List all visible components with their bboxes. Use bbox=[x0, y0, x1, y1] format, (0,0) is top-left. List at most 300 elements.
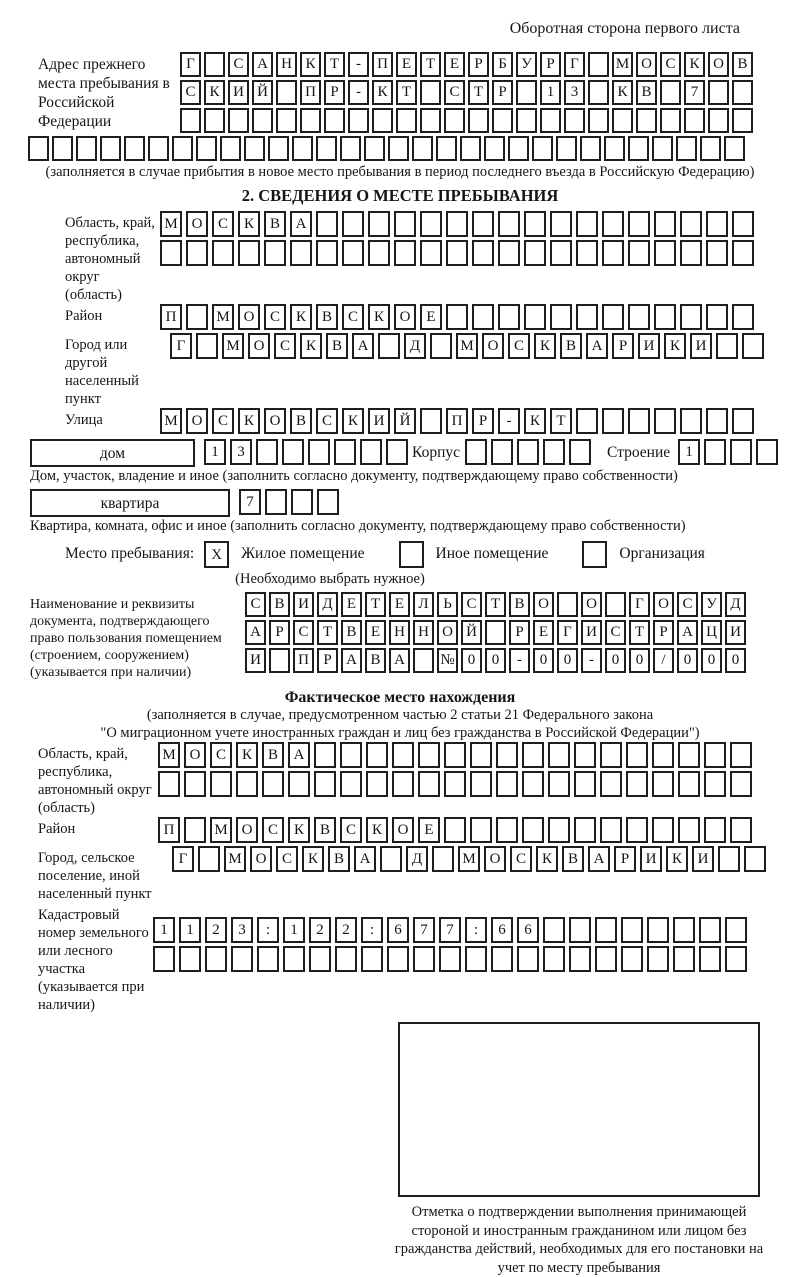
char-cell[interactable] bbox=[496, 817, 518, 843]
char-cell[interactable] bbox=[517, 439, 539, 465]
char-cell[interactable] bbox=[418, 771, 440, 797]
char-cell[interactable] bbox=[252, 108, 273, 133]
char-cell[interactable]: К bbox=[534, 333, 556, 359]
char-cell[interactable] bbox=[291, 489, 313, 515]
char-cell[interactable] bbox=[676, 136, 697, 161]
char-cell[interactable]: М bbox=[222, 333, 244, 359]
char-cell[interactable] bbox=[460, 136, 481, 161]
char-cell[interactable]: Р bbox=[269, 620, 290, 645]
char-cell[interactable] bbox=[314, 771, 336, 797]
char-cell[interactable]: С bbox=[293, 620, 314, 645]
stay-type-checkbox-organization[interactable] bbox=[582, 541, 607, 568]
char-cell[interactable]: Ь bbox=[437, 592, 458, 617]
char-cell[interactable]: А bbox=[354, 846, 376, 872]
char-cell[interactable] bbox=[524, 304, 546, 330]
char-cell[interactable]: К bbox=[366, 817, 388, 843]
char-cell[interactable]: Е bbox=[341, 592, 362, 617]
char-cell[interactable]: В bbox=[316, 304, 338, 330]
char-cell[interactable] bbox=[172, 136, 193, 161]
char-cell[interactable] bbox=[484, 136, 505, 161]
char-cell[interactable] bbox=[557, 592, 578, 617]
char-cell[interactable] bbox=[124, 136, 145, 161]
char-cell[interactable]: О bbox=[184, 742, 206, 768]
char-cell[interactable]: Т bbox=[420, 52, 441, 77]
char-cell[interactable]: Р bbox=[653, 620, 674, 645]
char-cell[interactable]: - bbox=[509, 648, 530, 673]
char-cell[interactable]: О bbox=[236, 817, 258, 843]
char-cell[interactable] bbox=[628, 136, 649, 161]
char-cell[interactable] bbox=[100, 136, 121, 161]
char-cell[interactable]: И bbox=[725, 620, 746, 645]
char-cell[interactable] bbox=[647, 946, 669, 972]
char-cell[interactable] bbox=[412, 136, 433, 161]
char-cell[interactable] bbox=[220, 136, 241, 161]
char-cell[interactable]: Т bbox=[396, 80, 417, 105]
char-cell[interactable] bbox=[317, 489, 339, 515]
char-cell[interactable] bbox=[468, 108, 489, 133]
char-cell[interactable] bbox=[366, 771, 388, 797]
char-cell[interactable] bbox=[283, 946, 305, 972]
char-cell[interactable] bbox=[574, 771, 596, 797]
char-cell[interactable]: 0 bbox=[557, 648, 578, 673]
char-cell[interactable]: С bbox=[605, 620, 626, 645]
char-cell[interactable] bbox=[718, 846, 740, 872]
char-cell[interactable] bbox=[392, 771, 414, 797]
char-cell[interactable] bbox=[394, 211, 416, 237]
char-cell[interactable]: Г bbox=[180, 52, 201, 77]
char-cell[interactable]: П bbox=[446, 408, 468, 434]
char-cell[interactable]: К bbox=[684, 52, 705, 77]
char-cell[interactable] bbox=[212, 240, 234, 266]
char-cell[interactable] bbox=[652, 817, 674, 843]
char-cell[interactable]: : bbox=[257, 917, 279, 943]
char-cell[interactable] bbox=[684, 108, 705, 133]
char-cell[interactable]: О bbox=[264, 408, 286, 434]
char-cell[interactable] bbox=[290, 240, 312, 266]
char-cell[interactable] bbox=[580, 136, 601, 161]
char-cell[interactable]: 6 bbox=[491, 917, 513, 943]
char-cell[interactable] bbox=[465, 946, 487, 972]
char-cell[interactable]: О bbox=[653, 592, 674, 617]
char-cell[interactable]: С bbox=[461, 592, 482, 617]
char-cell[interactable] bbox=[588, 52, 609, 77]
char-cell[interactable] bbox=[654, 304, 676, 330]
char-cell[interactable] bbox=[465, 439, 487, 465]
char-cell[interactable] bbox=[595, 917, 617, 943]
char-cell[interactable] bbox=[342, 240, 364, 266]
char-cell[interactable] bbox=[420, 240, 442, 266]
char-cell[interactable] bbox=[708, 80, 729, 105]
char-cell[interactable] bbox=[600, 771, 622, 797]
char-cell[interactable] bbox=[210, 771, 232, 797]
char-cell[interactable]: Р bbox=[614, 846, 636, 872]
char-cell[interactable] bbox=[308, 439, 330, 465]
char-cell[interactable]: Г bbox=[170, 333, 192, 359]
char-cell[interactable] bbox=[276, 108, 297, 133]
char-cell[interactable]: Г bbox=[172, 846, 194, 872]
char-cell[interactable]: Р bbox=[472, 408, 494, 434]
char-cell[interactable]: П bbox=[293, 648, 314, 673]
char-cell[interactable]: А bbox=[288, 742, 310, 768]
char-cell[interactable] bbox=[179, 946, 201, 972]
char-cell[interactable] bbox=[256, 439, 278, 465]
char-cell[interactable]: К bbox=[288, 817, 310, 843]
char-cell[interactable] bbox=[564, 108, 585, 133]
char-cell[interactable]: 1 bbox=[678, 439, 700, 465]
char-cell[interactable] bbox=[432, 846, 454, 872]
char-cell[interactable] bbox=[430, 333, 452, 359]
char-cell[interactable] bbox=[556, 136, 577, 161]
char-cell[interactable] bbox=[334, 439, 356, 465]
char-cell[interactable] bbox=[236, 771, 258, 797]
char-cell[interactable] bbox=[725, 917, 747, 943]
char-cell[interactable] bbox=[387, 946, 409, 972]
char-cell[interactable] bbox=[231, 946, 253, 972]
char-cell[interactable] bbox=[496, 771, 518, 797]
char-cell[interactable] bbox=[732, 240, 754, 266]
char-cell[interactable] bbox=[716, 333, 738, 359]
char-cell[interactable]: 7 bbox=[239, 489, 261, 515]
char-cell[interactable] bbox=[265, 489, 287, 515]
char-cell[interactable] bbox=[392, 742, 414, 768]
char-cell[interactable]: С bbox=[342, 304, 364, 330]
char-cell[interactable]: 0 bbox=[605, 648, 626, 673]
char-cell[interactable] bbox=[153, 946, 175, 972]
char-cell[interactable] bbox=[316, 211, 338, 237]
char-cell[interactable]: Т bbox=[550, 408, 572, 434]
char-cell[interactable]: 1 bbox=[179, 917, 201, 943]
char-cell[interactable] bbox=[704, 817, 726, 843]
char-cell[interactable] bbox=[300, 108, 321, 133]
char-cell[interactable] bbox=[704, 742, 726, 768]
char-cell[interactable]: Р bbox=[540, 52, 561, 77]
char-cell[interactable] bbox=[413, 648, 434, 673]
char-cell[interactable] bbox=[540, 108, 561, 133]
char-cell[interactable] bbox=[730, 742, 752, 768]
char-cell[interactable]: 0 bbox=[461, 648, 482, 673]
char-cell[interactable]: И bbox=[638, 333, 660, 359]
char-cell[interactable] bbox=[647, 917, 669, 943]
char-cell[interactable] bbox=[472, 211, 494, 237]
char-cell[interactable] bbox=[364, 136, 385, 161]
char-cell[interactable]: В bbox=[264, 211, 286, 237]
char-cell[interactable]: И bbox=[293, 592, 314, 617]
char-cell[interactable]: М bbox=[612, 52, 633, 77]
char-cell[interactable] bbox=[517, 946, 539, 972]
char-cell[interactable]: К bbox=[300, 333, 322, 359]
char-cell[interactable]: Г bbox=[557, 620, 578, 645]
char-cell[interactable] bbox=[732, 408, 754, 434]
char-cell[interactable] bbox=[257, 946, 279, 972]
char-cell[interactable] bbox=[678, 771, 700, 797]
char-cell[interactable] bbox=[420, 80, 441, 105]
char-cell[interactable]: Й bbox=[461, 620, 482, 645]
char-cell[interactable]: Д bbox=[317, 592, 338, 617]
char-cell[interactable]: К bbox=[666, 846, 688, 872]
char-cell[interactable]: С bbox=[262, 817, 284, 843]
char-cell[interactable] bbox=[574, 742, 596, 768]
char-cell[interactable] bbox=[498, 304, 520, 330]
char-cell[interactable] bbox=[420, 108, 441, 133]
char-cell[interactable] bbox=[148, 136, 169, 161]
char-cell[interactable]: Й bbox=[394, 408, 416, 434]
char-cell[interactable]: И bbox=[228, 80, 249, 105]
char-cell[interactable]: А bbox=[245, 620, 266, 645]
char-cell[interactable] bbox=[420, 211, 442, 237]
char-cell[interactable]: С bbox=[677, 592, 698, 617]
char-cell[interactable]: М bbox=[212, 304, 234, 330]
char-cell[interactable]: С bbox=[210, 742, 232, 768]
char-cell[interactable] bbox=[600, 742, 622, 768]
char-cell[interactable] bbox=[704, 439, 726, 465]
char-cell[interactable] bbox=[576, 240, 598, 266]
char-cell[interactable]: О bbox=[533, 592, 554, 617]
char-cell[interactable] bbox=[588, 108, 609, 133]
char-cell[interactable] bbox=[446, 240, 468, 266]
char-cell[interactable] bbox=[342, 211, 364, 237]
char-cell[interactable] bbox=[420, 408, 442, 434]
char-cell[interactable]: А bbox=[389, 648, 410, 673]
char-cell[interactable]: С bbox=[508, 333, 530, 359]
char-cell[interactable]: Б bbox=[492, 52, 513, 77]
char-cell[interactable] bbox=[744, 846, 766, 872]
char-cell[interactable] bbox=[340, 771, 362, 797]
char-cell[interactable] bbox=[569, 946, 591, 972]
char-cell[interactable]: 6 bbox=[517, 917, 539, 943]
char-cell[interactable]: С bbox=[212, 211, 234, 237]
char-cell[interactable] bbox=[543, 946, 565, 972]
char-cell[interactable] bbox=[626, 742, 648, 768]
char-cell[interactable]: Е bbox=[389, 592, 410, 617]
char-cell[interactable] bbox=[576, 304, 598, 330]
char-cell[interactable] bbox=[576, 211, 598, 237]
char-cell[interactable] bbox=[184, 817, 206, 843]
char-cell[interactable]: У bbox=[516, 52, 537, 77]
char-cell[interactable] bbox=[522, 742, 544, 768]
char-cell[interactable]: Т bbox=[485, 592, 506, 617]
char-cell[interactable] bbox=[316, 136, 337, 161]
char-cell[interactable] bbox=[366, 742, 388, 768]
char-cell[interactable]: Р bbox=[492, 80, 513, 105]
char-cell[interactable]: 7 bbox=[684, 80, 705, 105]
char-cell[interactable] bbox=[574, 817, 596, 843]
char-cell[interactable] bbox=[288, 771, 310, 797]
char-cell[interactable]: О bbox=[392, 817, 414, 843]
char-cell[interactable] bbox=[725, 946, 747, 972]
char-cell[interactable]: В bbox=[290, 408, 312, 434]
char-cell[interactable]: К bbox=[536, 846, 558, 872]
char-cell[interactable]: А bbox=[290, 211, 312, 237]
char-cell[interactable] bbox=[372, 108, 393, 133]
char-cell[interactable] bbox=[516, 80, 537, 105]
char-cell[interactable]: Ц bbox=[701, 620, 722, 645]
char-cell[interactable] bbox=[602, 408, 624, 434]
char-cell[interactable] bbox=[706, 304, 728, 330]
char-cell[interactable] bbox=[732, 211, 754, 237]
char-cell[interactable] bbox=[680, 240, 702, 266]
char-cell[interactable]: И bbox=[245, 648, 266, 673]
char-cell[interactable]: Д bbox=[725, 592, 746, 617]
char-cell[interactable]: 1 bbox=[204, 439, 226, 465]
char-cell[interactable]: Е bbox=[365, 620, 386, 645]
char-cell[interactable] bbox=[418, 742, 440, 768]
char-cell[interactable] bbox=[444, 108, 465, 133]
char-cell[interactable]: Л bbox=[413, 592, 434, 617]
char-cell[interactable]: О bbox=[238, 304, 260, 330]
char-cell[interactable]: К bbox=[238, 211, 260, 237]
char-cell[interactable]: К bbox=[664, 333, 686, 359]
char-cell[interactable]: - bbox=[498, 408, 520, 434]
char-cell[interactable]: О bbox=[581, 592, 602, 617]
char-cell[interactable]: Е bbox=[420, 304, 442, 330]
char-cell[interactable]: М bbox=[210, 817, 232, 843]
char-cell[interactable]: Р bbox=[509, 620, 530, 645]
char-cell[interactable]: П bbox=[300, 80, 321, 105]
char-cell[interactable]: 0 bbox=[701, 648, 722, 673]
char-cell[interactable] bbox=[394, 240, 416, 266]
char-cell[interactable] bbox=[673, 917, 695, 943]
char-cell[interactable]: К bbox=[290, 304, 312, 330]
char-cell[interactable]: О bbox=[250, 846, 272, 872]
char-cell[interactable]: 0 bbox=[725, 648, 746, 673]
char-cell[interactable]: В bbox=[509, 592, 530, 617]
char-cell[interactable]: К bbox=[612, 80, 633, 105]
char-cell[interactable]: И bbox=[690, 333, 712, 359]
char-cell[interactable] bbox=[491, 946, 513, 972]
char-cell[interactable] bbox=[660, 80, 681, 105]
char-cell[interactable] bbox=[612, 108, 633, 133]
char-cell[interactable] bbox=[470, 817, 492, 843]
stay-type-checkbox-other[interactable] bbox=[399, 541, 424, 568]
char-cell[interactable]: - bbox=[348, 52, 369, 77]
char-cell[interactable]: М bbox=[224, 846, 246, 872]
char-cell[interactable]: В bbox=[636, 80, 657, 105]
char-cell[interactable] bbox=[524, 240, 546, 266]
char-cell[interactable]: О bbox=[437, 620, 458, 645]
char-cell[interactable] bbox=[730, 439, 752, 465]
char-cell[interactable] bbox=[340, 136, 361, 161]
char-cell[interactable]: К bbox=[372, 80, 393, 105]
char-cell[interactable] bbox=[52, 136, 73, 161]
char-cell[interactable]: С bbox=[340, 817, 362, 843]
char-cell[interactable]: С bbox=[510, 846, 532, 872]
char-cell[interactable]: 6 bbox=[387, 917, 409, 943]
char-cell[interactable]: А bbox=[677, 620, 698, 645]
char-cell[interactable] bbox=[548, 817, 570, 843]
char-cell[interactable] bbox=[680, 408, 702, 434]
char-cell[interactable]: Р bbox=[317, 648, 338, 673]
char-cell[interactable]: 0 bbox=[485, 648, 506, 673]
char-cell[interactable]: В bbox=[562, 846, 584, 872]
char-cell[interactable] bbox=[228, 108, 249, 133]
char-cell[interactable] bbox=[550, 304, 572, 330]
char-cell[interactable] bbox=[626, 817, 648, 843]
char-cell[interactable] bbox=[588, 80, 609, 105]
char-cell[interactable]: 0 bbox=[677, 648, 698, 673]
char-cell[interactable]: И bbox=[581, 620, 602, 645]
char-cell[interactable]: Д bbox=[404, 333, 426, 359]
char-cell[interactable] bbox=[708, 108, 729, 133]
char-cell[interactable]: Й bbox=[252, 80, 273, 105]
char-cell[interactable]: К bbox=[368, 304, 390, 330]
char-cell[interactable] bbox=[324, 108, 345, 133]
char-cell[interactable]: М bbox=[160, 211, 182, 237]
char-cell[interactable] bbox=[446, 211, 468, 237]
stay-type-checkbox-residential[interactable]: X bbox=[204, 541, 229, 568]
char-cell[interactable] bbox=[196, 333, 218, 359]
char-cell[interactable] bbox=[180, 108, 201, 133]
char-cell[interactable]: - bbox=[348, 80, 369, 105]
char-cell[interactable] bbox=[543, 917, 565, 943]
char-cell[interactable]: 1 bbox=[153, 917, 175, 943]
char-cell[interactable] bbox=[498, 211, 520, 237]
char-cell[interactable]: С bbox=[276, 846, 298, 872]
char-cell[interactable] bbox=[730, 771, 752, 797]
char-cell[interactable]: К bbox=[524, 408, 546, 434]
char-cell[interactable]: Е bbox=[533, 620, 554, 645]
char-cell[interactable]: Е bbox=[418, 817, 440, 843]
char-cell[interactable]: П bbox=[372, 52, 393, 77]
char-cell[interactable] bbox=[316, 240, 338, 266]
char-cell[interactable] bbox=[204, 108, 225, 133]
char-cell[interactable] bbox=[543, 439, 565, 465]
char-cell[interactable]: С bbox=[180, 80, 201, 105]
char-cell[interactable] bbox=[742, 333, 764, 359]
char-cell[interactable] bbox=[654, 240, 676, 266]
char-cell[interactable] bbox=[378, 333, 400, 359]
char-cell[interactable]: В bbox=[326, 333, 348, 359]
char-cell[interactable] bbox=[732, 80, 753, 105]
char-cell[interactable] bbox=[602, 211, 624, 237]
char-cell[interactable] bbox=[600, 817, 622, 843]
char-cell[interactable]: Н bbox=[413, 620, 434, 645]
char-cell[interactable] bbox=[196, 136, 217, 161]
char-cell[interactable]: 3 bbox=[564, 80, 585, 105]
char-cell[interactable] bbox=[550, 211, 572, 237]
char-cell[interactable] bbox=[276, 80, 297, 105]
char-cell[interactable] bbox=[604, 136, 625, 161]
char-cell[interactable]: О bbox=[394, 304, 416, 330]
char-cell[interactable] bbox=[238, 240, 260, 266]
char-cell[interactable]: / bbox=[653, 648, 674, 673]
char-cell[interactable]: Р bbox=[468, 52, 489, 77]
char-cell[interactable] bbox=[700, 136, 721, 161]
char-cell[interactable]: А bbox=[341, 648, 362, 673]
char-cell[interactable] bbox=[386, 439, 408, 465]
char-cell[interactable] bbox=[204, 52, 225, 77]
char-cell[interactable]: Д bbox=[406, 846, 428, 872]
char-cell[interactable]: К bbox=[236, 742, 258, 768]
char-cell[interactable] bbox=[680, 304, 702, 330]
char-cell[interactable]: В bbox=[269, 592, 290, 617]
char-cell[interactable] bbox=[264, 240, 286, 266]
char-cell[interactable]: М bbox=[458, 846, 480, 872]
char-cell[interactable]: Е bbox=[396, 52, 417, 77]
char-cell[interactable]: С bbox=[212, 408, 234, 434]
char-cell[interactable] bbox=[602, 304, 624, 330]
char-cell[interactable] bbox=[732, 304, 754, 330]
char-cell[interactable] bbox=[516, 108, 537, 133]
char-cell[interactable] bbox=[628, 211, 650, 237]
char-cell[interactable]: О bbox=[248, 333, 270, 359]
char-cell[interactable]: Г bbox=[564, 52, 585, 77]
char-cell[interactable] bbox=[605, 592, 626, 617]
char-cell[interactable] bbox=[413, 946, 435, 972]
char-cell[interactable] bbox=[569, 439, 591, 465]
char-cell[interactable]: С bbox=[660, 52, 681, 77]
char-cell[interactable]: М bbox=[158, 742, 180, 768]
char-cell[interactable] bbox=[756, 439, 778, 465]
